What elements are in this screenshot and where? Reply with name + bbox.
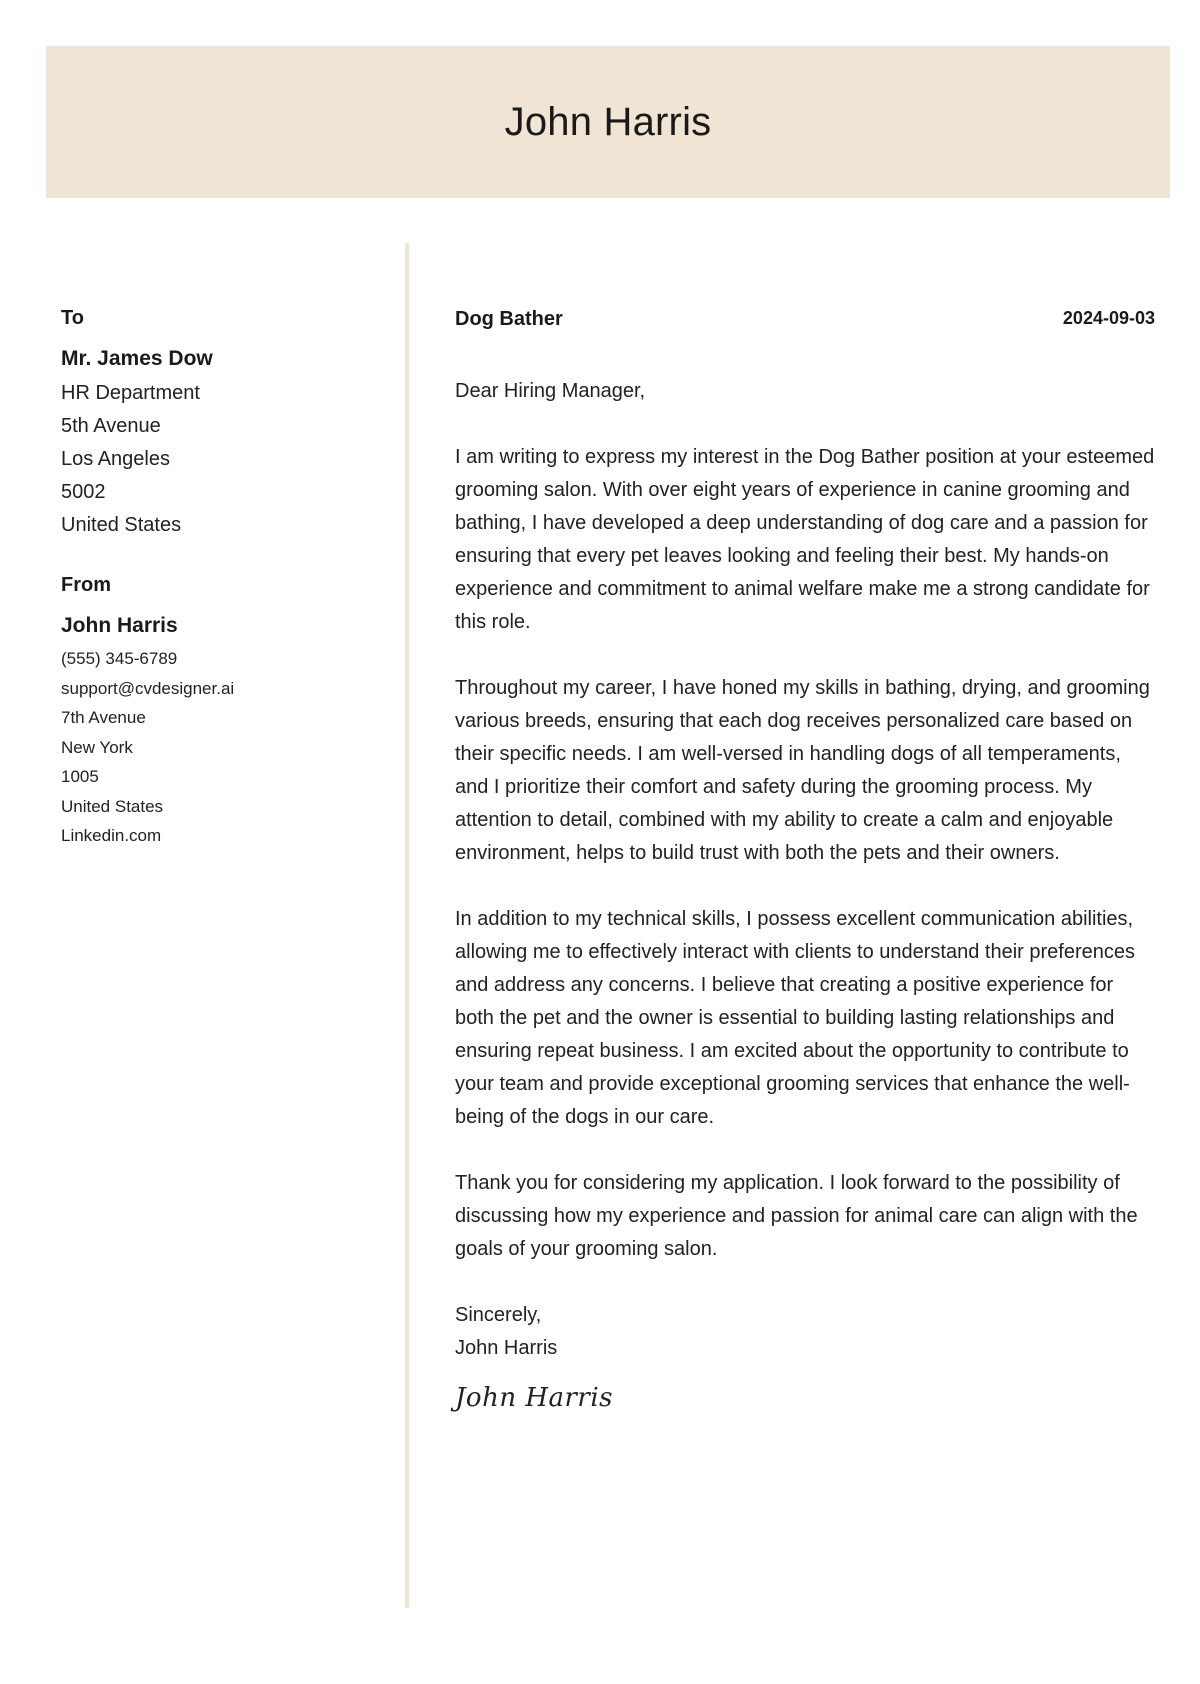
from-label: From xyxy=(61,574,111,596)
job-title: Dog Bather xyxy=(455,308,563,330)
recipient-city: Los Angeles xyxy=(61,448,170,470)
recipient-country: United States xyxy=(61,514,182,536)
sender-street: 7th Avenue xyxy=(61,708,146,727)
letter-header xyxy=(455,305,1155,333)
recipient-block xyxy=(61,305,391,542)
letter-body xyxy=(455,305,1155,1413)
applicant-name: John Harris xyxy=(504,100,712,144)
paragraph-experience: Throughout my career, I have honed my skills in bathing, drying, and grooming various breeds, ensuring that each dog receives personalized care based on their specific needs. I am well-versed in handling dogs of all temperaments, and I prioritize their comfort and safety during the grooming process. My attention to detail, combined with my ability to create a calm and enjoyable environment, helps to build trust with both the pets and their owners. xyxy=(455,677,1150,864)
recipient-name: Mr. James Dow xyxy=(61,347,213,370)
greeting: Dear Hiring Manager, xyxy=(455,380,646,402)
paragraph-thanks: Thank you for considering my application. I look forward to the possibility of discussing how my experience and passion for animal care can align with the goals of your grooming salon. xyxy=(455,1172,1138,1260)
column-divider xyxy=(405,243,409,1608)
header-banner xyxy=(46,46,1170,198)
letter-date: 2024-09-03 xyxy=(1062,308,1155,328)
signature: John Harris xyxy=(455,1383,614,1413)
paragraph-intro: I am writing to express my interest in the Dog Bather position at your esteemed grooming salon. With over eight years of experience in canine grooming and bathing, I have developed a deep understanding of dog care and a passion for ensuring that every pet leaves looking and feeling their best. My hands-on experience and commitment to animal welfare make me a strong candidate for this role. xyxy=(455,446,1155,633)
sender-block xyxy=(61,572,391,851)
sender-website[interactable]: Linkedin.com xyxy=(61,826,162,845)
recipient-street: 5th Avenue xyxy=(61,415,161,437)
sender-city: New York xyxy=(61,737,133,757)
sender-phone: (555) 345-6789 xyxy=(61,649,178,668)
sender-postal: 1005 xyxy=(61,767,99,786)
to-label: To xyxy=(61,307,84,329)
sender-country: United States xyxy=(61,796,164,816)
sender-email[interactable]: support@cvdesigner.ai xyxy=(61,678,235,698)
closing-name: John Harris xyxy=(455,1337,558,1359)
paragraph-skills: In addition to my technical skills, I possess excellent communication abilities, allowing me to effectively interact with clients to understand their preferences and address any concerns. I believe that creating a positive experience for both the pet and the owner is essential to building lasting relationships and ensuring repeat business. I am excited about the opportunity to contribute to your team and provide exceptional grooming services that enhance the well-being of the dogs in our care. xyxy=(455,908,1135,1128)
recipient-department: HR Department xyxy=(61,382,200,404)
contact-sidebar xyxy=(61,305,391,851)
sender-name: John Harris xyxy=(61,614,178,637)
closing: Sincerely, xyxy=(455,1304,542,1326)
recipient-postal: 5002 xyxy=(61,481,106,503)
